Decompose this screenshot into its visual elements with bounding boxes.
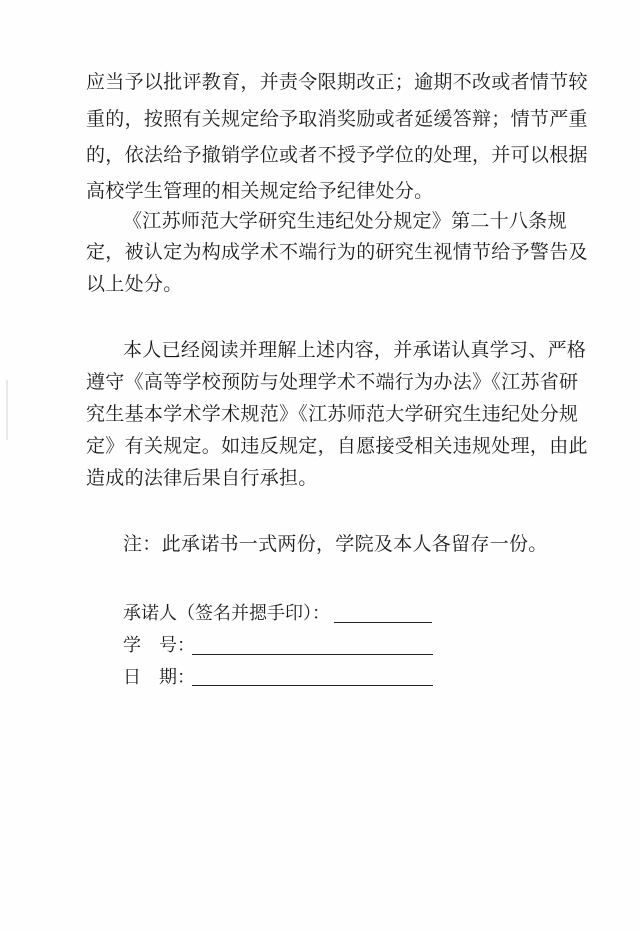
signer-signature-line[interactable] bbox=[334, 622, 432, 623]
date-line[interactable] bbox=[192, 685, 433, 686]
paragraph-1-line-3: 的，依法给予撤销学位或者不授予学位的处理，并可以根据 bbox=[86, 144, 588, 166]
signer-label: 承诺人（签名并摁手印）： bbox=[123, 603, 330, 624]
paragraph-2-line-3: 以上处分。 bbox=[86, 273, 183, 295]
student-id-label: 学 号： bbox=[123, 635, 195, 656]
paragraph-1-line-1: 应当予以批评教育，并责令限期改正；逾期不改或者情节较 bbox=[86, 71, 588, 93]
pledge-line-1: 本人已经阅读并理解上述内容，并承诺认真学习、严格 bbox=[123, 339, 587, 361]
date-label: 日 期： bbox=[123, 667, 195, 688]
paragraph-1-line-2: 重的，按照有关规定给予取消奖励或者延缓答辩；情节严重 bbox=[86, 108, 588, 130]
pledge-line-4: 定》有关规定。如违反规定，自愿接受相关违规处理，由此 bbox=[86, 435, 588, 457]
paragraph-2-line-2: 定，被认定为构成学术不端行为的研究生视情节给予警告及 bbox=[86, 241, 588, 263]
paragraph-2-line-1: 《江苏师范大学研究生违纪处分规定》第二十八条规 bbox=[123, 210, 567, 232]
pledge-line-2: 遵守《高等学校预防与处理学术不端行为办法》《江苏省研 bbox=[86, 371, 579, 393]
note-text: 注：此承诺书一式两份，学院及本人各留存一份。 bbox=[123, 533, 548, 555]
pledge-line-5: 造成的法律后果自行承担。 bbox=[86, 467, 318, 489]
pledge-line-3: 究生基本学术学术规范》《江苏师范大学研究生违纪处分规 bbox=[86, 403, 579, 425]
scan-edge-mark bbox=[6, 380, 8, 440]
student-id-line[interactable] bbox=[192, 654, 433, 655]
paragraph-1-line-4: 高校学生管理的相关规定给予纪律处分。 bbox=[86, 180, 434, 202]
